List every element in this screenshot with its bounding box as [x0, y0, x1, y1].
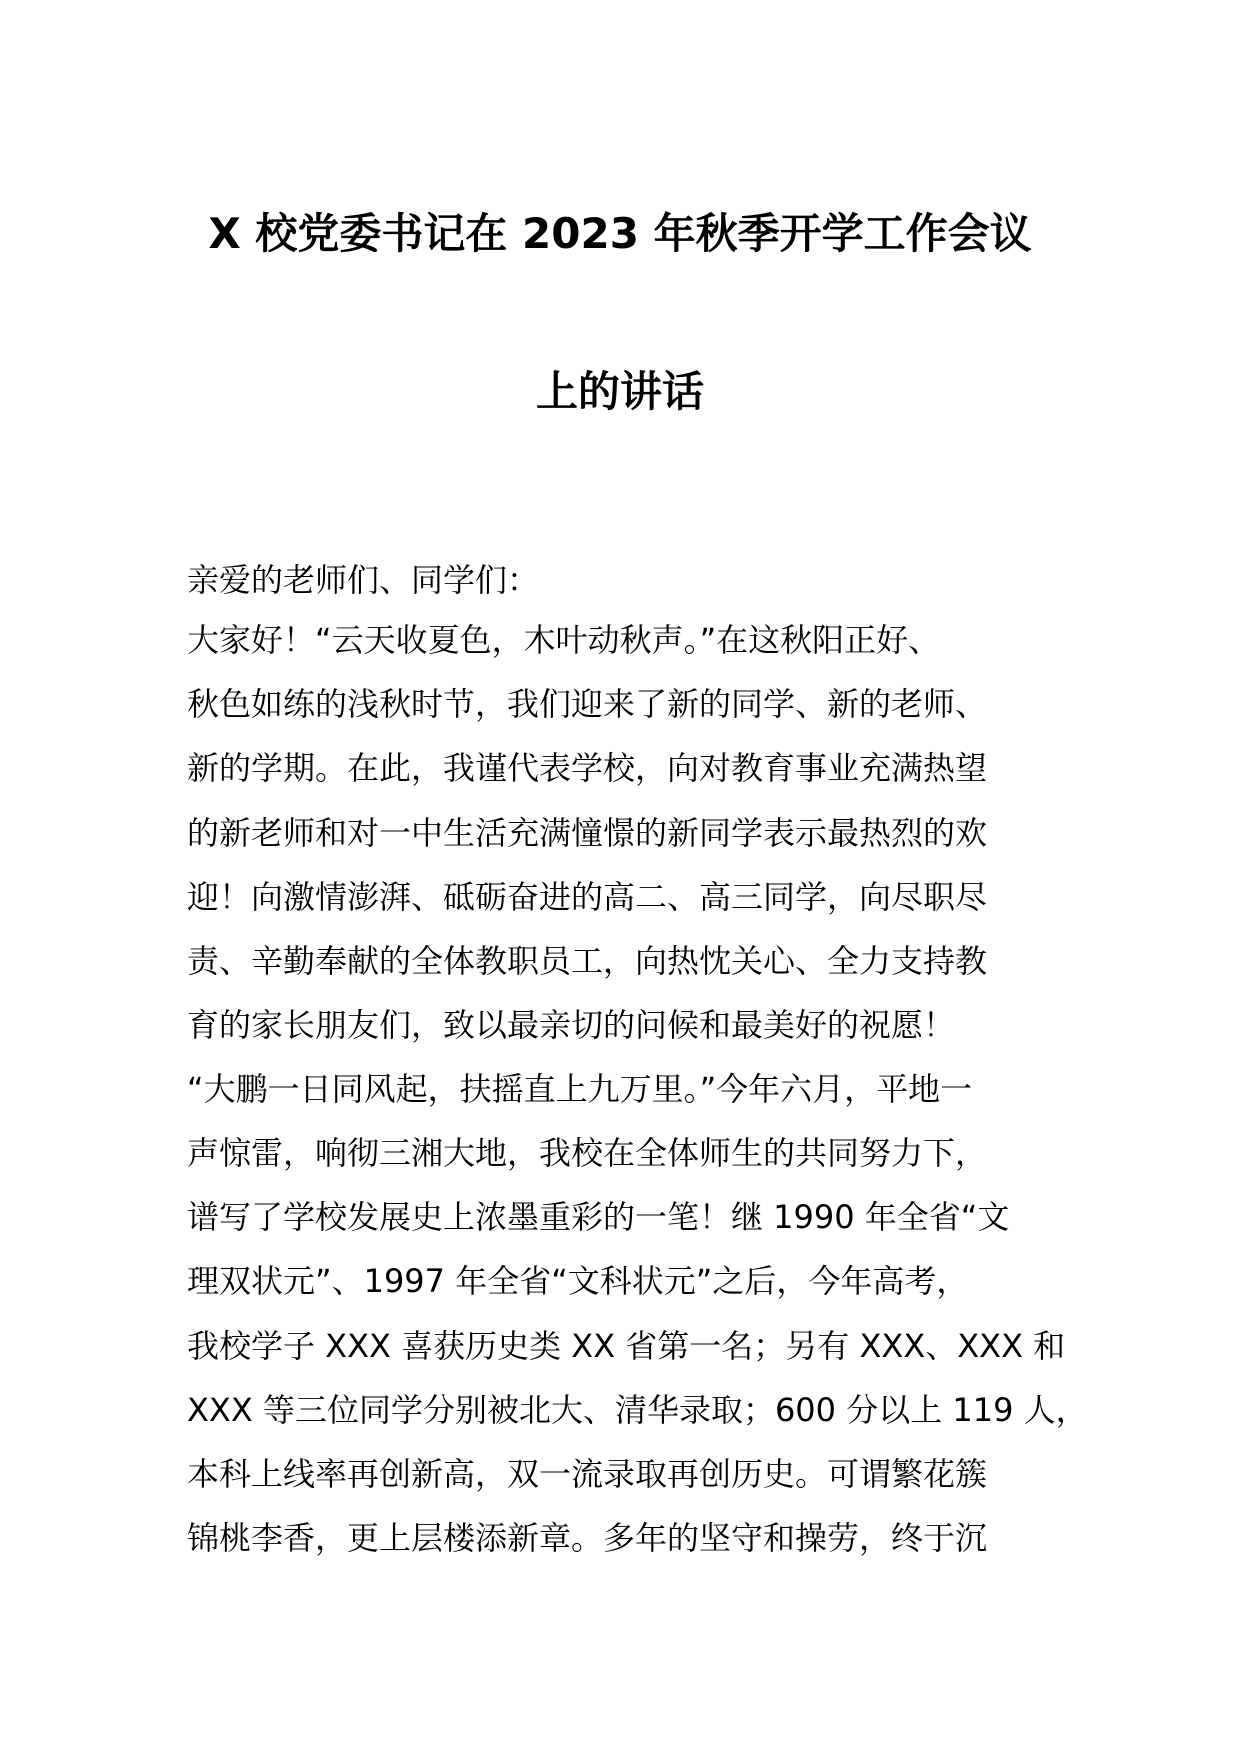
body-line: 迎！向激情澎湃、砥砺奋进的高二、高三同学，向尽职尽	[187, 878, 988, 916]
body-line: 声惊雷，响彻三湘大地，我校在全体师生的共同努力下，	[187, 1134, 988, 1172]
body-line: 责、辛勤奉献的全体教职员工，向热忱关心、全力支持教	[187, 942, 988, 980]
body-line: 谱写了学校发展史上浓墨重彩的一笔！继 1990 年全省“文	[187, 1198, 1010, 1236]
body-line-salutation: 亲爱的老师们、同学们：	[187, 561, 540, 599]
body-line: 理双状元”、1997 年全省“文科状元”之后，今年高考，	[187, 1262, 969, 1300]
body-line: 我校学子 XXX 喜获历史类 XX 省第一名；另有 XXX、XXX 和	[187, 1327, 1066, 1365]
body-line: 新的学期。在此，我谨代表学校，向对教育事业充满热望	[187, 749, 988, 787]
body-line: 的新老师和对一中生活充满憧憬的新同学表示最热烈的欢	[187, 814, 988, 852]
body-line: 本科上线率再创新高，双一流录取再创历史。可谓繁花簇	[187, 1455, 988, 1493]
body-line: 育的家长朋友们，致以最亲切的问候和最美好的祝愿！	[187, 1006, 956, 1044]
body-line: 秋色如练的浅秋时节，我们迎来了新的同学、新的老师、	[187, 685, 988, 723]
body-line: 大家好！“云天收夏色，木叶动秋声。”在这秋阳正好、	[187, 621, 941, 659]
document-title-line-1: X 校党委书记在 2023 年秋季开学工作会议	[208, 209, 1032, 258]
body-line: 锦桃李香，更上层楼添新章。多年的坚守和操劳，终于沉	[187, 1519, 988, 1557]
body-line: XXX 等三位同学分别被北大、清华录取；600 分以上 119 人，	[187, 1391, 1088, 1429]
document-title-line-2: 上的讲话	[535, 367, 704, 416]
body-line: “大鹏一日同风起，扶摇直上九万里。”今年六月，平地一	[187, 1070, 973, 1108]
